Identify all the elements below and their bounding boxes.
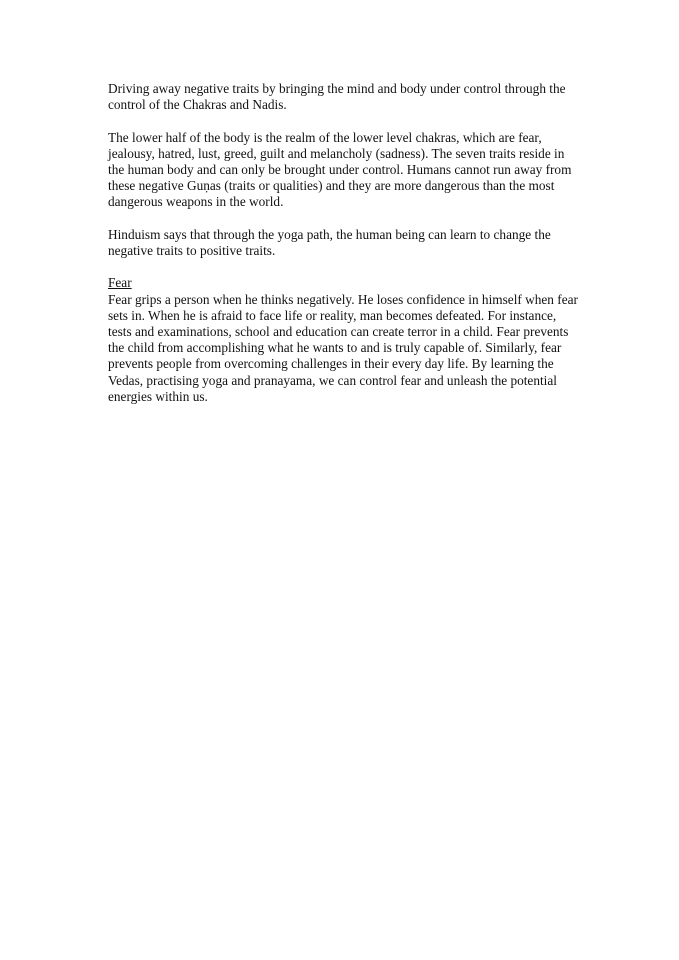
chakras-paragraph: The lower half of the body is the realm of the lower level chakras, which are fear, jealousy, hatred, lust, greed, guilt and melancholy (sadness). The seven traits reside in the human body and can only be brought under control. Humans cannot run away from these negative Guṇas (traits or qualities) and they are more dangerous than the most dangerous weapons in the world. [108, 129, 572, 210]
section-heading-fear: Fear [108, 275, 132, 291]
yoga-path-paragraph: Hinduism says that through the yoga path, the human being can learn to change the negative traits to positive traits. [108, 226, 551, 258]
document-body [108, 81, 578, 421]
intro-paragraph: Driving away negative traits by bringing the mind and body under control through the control of the Chakras and Nadis. [108, 81, 566, 113]
fear-paragraph: Fear grips a person when he thinks negatively. He loses confidence in himself when fear sets in. When he is afraid to face life or reality, man becomes defeated. For instance, tests and examinations, school and education can create terror in a child. Fear prevents the child from accomplishing what he wants to and is truly capable of. Similarly, fear prevents people from overcoming challenges in their every day life. By learning the Vedas, practising yoga and pranayama, we can control fear and unleash the potential energies within us. [108, 291, 578, 404]
